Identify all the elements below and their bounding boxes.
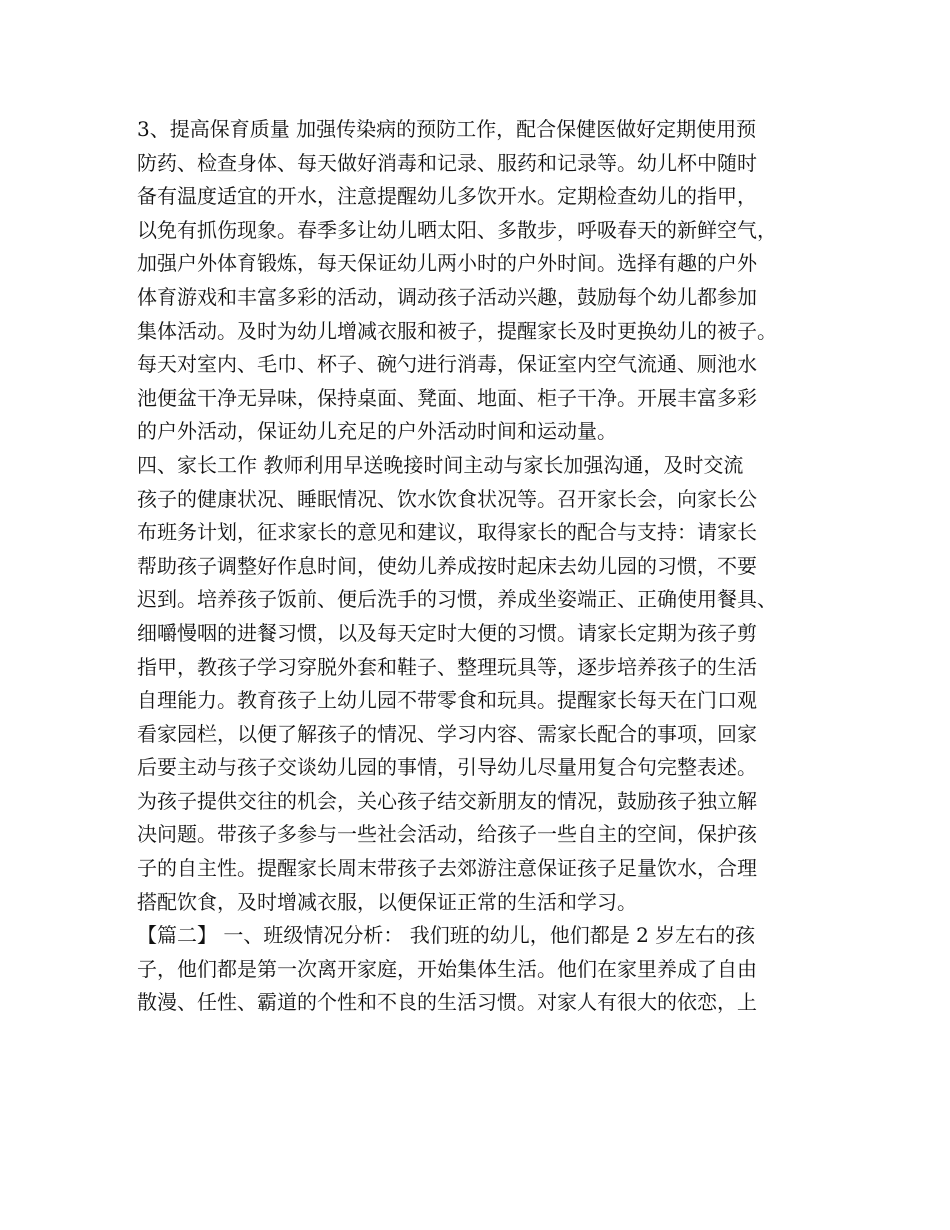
text-line: 备有温度适宜的开水，注意提醒幼儿多饮开水。定期检查幼儿的指甲，	[137, 184, 757, 209]
text-line: 迟到。培养孩子饭前、便后洗手的习惯，养成坐姿端正、正确使用餐具、	[137, 587, 777, 612]
text-line: 帮助孩子调整好作息时间，使幼儿养成按时起床去幼儿园的习惯，不要	[137, 553, 757, 578]
text-line: 指甲，教孩子学习穿脱外套和鞋子、整理玩具等，逐步培养孩子的生活	[137, 654, 757, 679]
text-line: 每天对室内、毛巾、杯子、碗勺进行消毒，保证室内空气流通、厕池水	[137, 352, 757, 377]
text-line: 细嚼慢咽的进餐习惯，以及每天定时大便的习惯。请家长定期为孩子剪	[137, 620, 757, 645]
document-text-body	[137, 113, 827, 1020]
text-line: 集体活动。及时为幼儿增减衣服和被子，提醒家长及时更换幼儿的被子。	[137, 318, 777, 343]
text-line: 决问题。带孩子多参与一些社会活动，给孩子一些自主的空间，保护孩	[137, 822, 757, 847]
text-line: 搭配饮食，及时增减衣服，以便保证正常的生活和学习。	[137, 889, 637, 914]
text-line: 散漫、任性、霸道的个性和不良的生活习惯。对家人有很大的依恋，上	[137, 990, 757, 1015]
text-line: 看家园栏，以便了解孩子的情况、学习内容、需家长配合的事项，回家	[137, 721, 757, 746]
section-heading-line: 四、家长工作 教师利用早送晚接时间主动与家长加强沟通，及时交流	[137, 452, 744, 477]
text-line: 为孩子提供交往的机会，关心孩子结交新朋友的情况，鼓励孩子独立解	[137, 788, 757, 813]
text-line: 体育游戏和丰富多彩的活动，调动孩子活动兴趣，鼓励每个幼儿都参加	[137, 284, 757, 309]
text-line: 子的自主性。提醒家长周末带孩子去郊游注意保证孩子足量饮水，合理	[137, 856, 757, 881]
text-line: 池便盆干净无异味，保持桌面、凳面、地面、柜子干净。开展丰富多彩	[137, 385, 757, 410]
section-heading-line: 【篇二】 一、班级情况分析： 我们班的幼儿，他们都是 2 岁左右的孩	[137, 923, 756, 948]
text-line: 的户外活动，保证幼儿充足的户外活动时间和运动量。	[137, 419, 617, 444]
text-line: 防药、检查身体、每天做好消毒和记录、服药和记录等。幼儿杯中随时	[137, 150, 757, 175]
text-line: 以免有抓伤现象。春季多让幼儿晒太阳、多散步，呼吸春天的新鲜空气，	[137, 217, 777, 242]
text-line: 子，他们都是第一次离开家庭，开始集体生活。他们在家里养成了自由	[137, 956, 757, 981]
text-line: 后要主动与孩子交谈幼儿园的事情，引导幼儿尽量用复合句完整表述。	[137, 755, 757, 780]
text-line: 加强户外体育锻炼，每天保证幼儿两小时的户外时间。选择有趣的户外	[137, 251, 757, 276]
text-line: 自理能力。教育孩子上幼儿园不带零食和玩具。提醒家长每天在门口观	[137, 688, 757, 713]
text-line: 孩子的健康状况、睡眠情况、饮水饮食状况等。召开家长会，向家长公	[137, 486, 757, 511]
text-line: 3、提高保育质量 加强传染病的预防工作，配合保健医做好定期使用预	[137, 117, 757, 141]
text-line: 布班务计划，征求家长的意见和建议，取得家长的配合与支持：请家长	[137, 520, 757, 545]
